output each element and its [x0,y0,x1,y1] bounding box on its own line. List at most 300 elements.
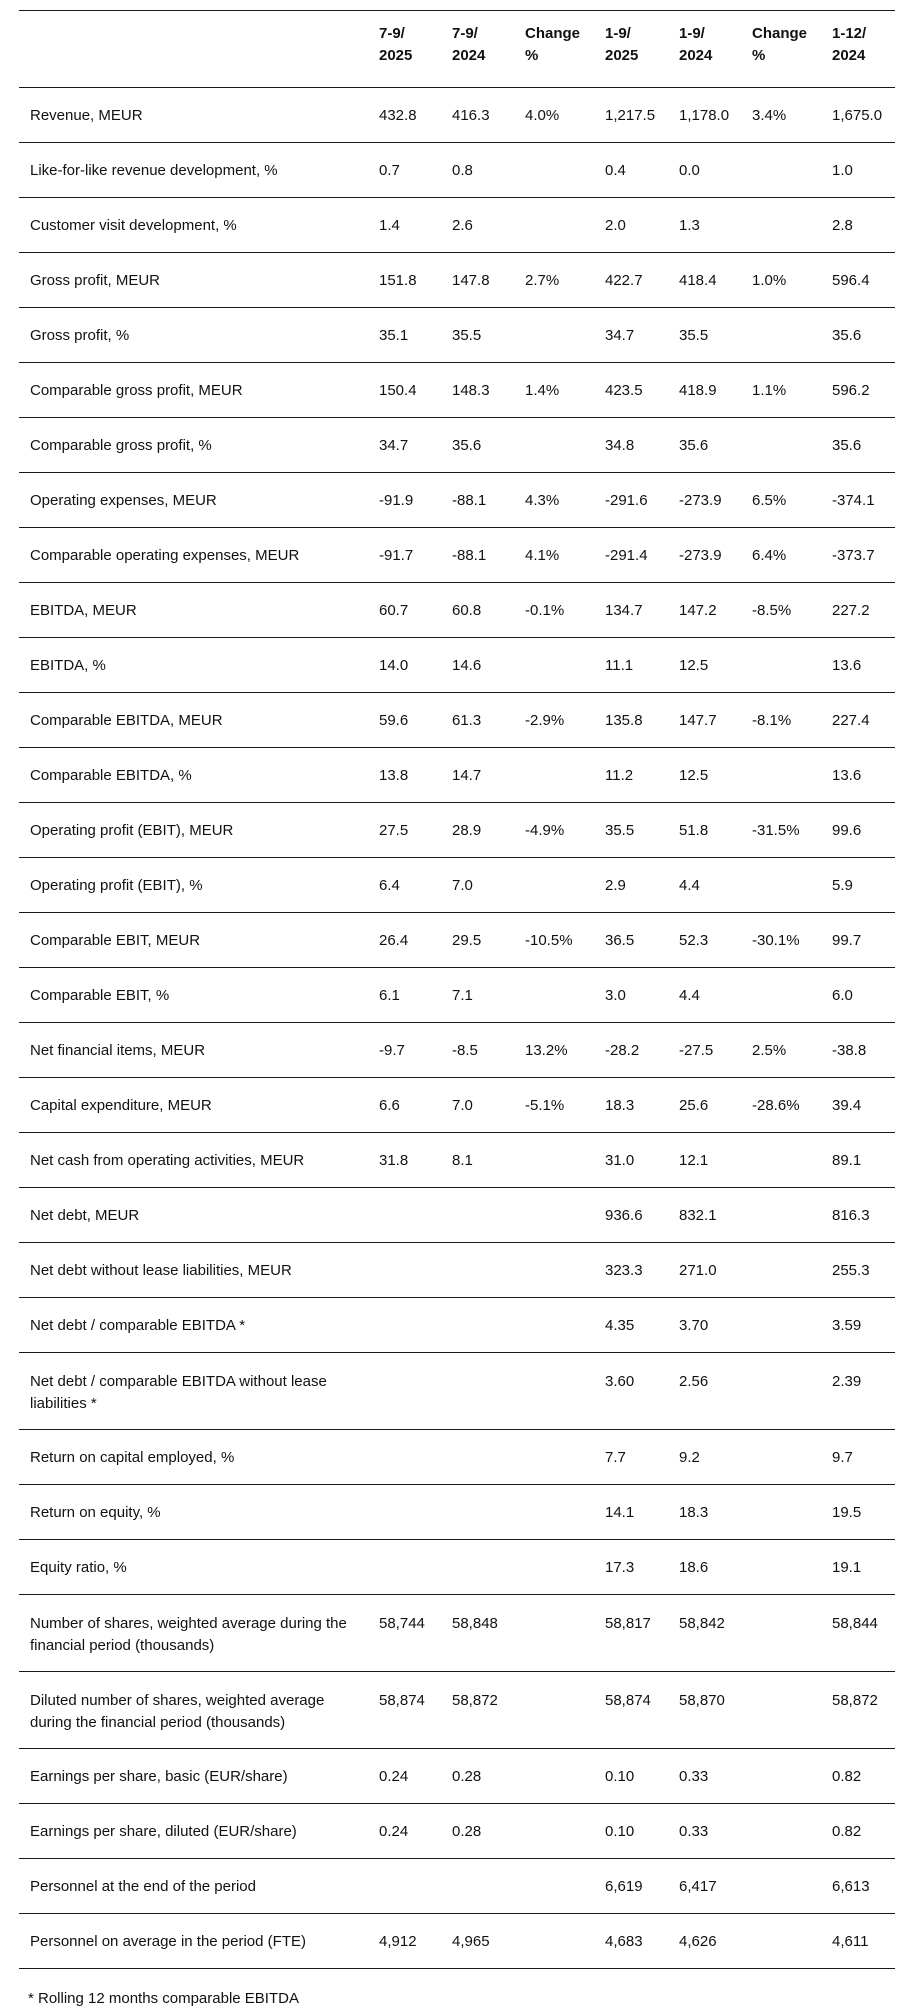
cell-value: 3.70 [668,1298,741,1353]
cell-value [514,1672,594,1749]
row-label: Net cash from operating activities, MEUR [19,1133,368,1188]
cell-value [368,1540,441,1595]
cell-value [514,143,594,198]
cell-value [741,858,821,913]
cell-value: -5.1% [514,1078,594,1133]
row-label: Personnel at the end of the period [19,1859,368,1914]
row-label: Comparable gross profit, % [19,418,368,473]
cell-value: 58,872 [821,1672,895,1749]
cell-value: 1,217.5 [594,88,668,143]
cell-value: 51.8 [668,803,741,858]
column-header-line2: % [752,47,766,64]
cell-value [741,1859,821,1914]
cell-value: 1,178.0 [668,88,741,143]
row-label: Net debt, MEUR [19,1188,368,1243]
cell-value: 58,844 [821,1595,895,1672]
cell-value [441,1540,514,1595]
cell-value: 418.9 [668,363,741,418]
table-row [19,418,895,473]
row-label: Gross profit, % [19,308,368,363]
column-header-line2: 2024 [679,47,713,64]
cell-value: 14.6 [441,638,514,693]
cell-value: 12.1 [668,1133,741,1188]
row-label: Return on equity, % [19,1485,368,1540]
table-row [19,1672,895,1749]
cell-value: 6.4% [741,528,821,583]
cell-value: 2.56 [668,1353,741,1430]
cell-value: 148.3 [441,363,514,418]
cell-value: 14.1 [594,1485,668,1540]
table-row [19,1353,895,1430]
table-row [19,858,895,913]
row-label: Net debt / comparable EBITDA * [19,1298,368,1353]
cell-value: 432.8 [368,88,441,143]
cell-value [368,1430,441,1485]
cell-value [368,1485,441,1540]
cell-value: 58,870 [668,1672,741,1749]
cell-value: -88.1 [441,473,514,528]
cell-value: 17.3 [594,1540,668,1595]
table-row [19,473,895,528]
column-header-line1: 7-9/ [379,25,405,42]
column-header [821,11,895,88]
header-label-column [19,11,368,88]
cell-value: 6,613 [821,1859,895,1914]
cell-value: -91.7 [368,528,441,583]
cell-value: -28.6% [741,1078,821,1133]
cell-value: -0.1% [514,583,594,638]
cell-value [514,418,594,473]
cell-value: 4.1% [514,528,594,583]
cell-value: 58,874 [594,1672,668,1749]
cell-value: 0.82 [821,1749,895,1804]
row-label: Revenue, MEUR [19,88,368,143]
cell-value [441,1353,514,1430]
cell-value: 19.5 [821,1485,895,1540]
row-label: Comparable EBIT, MEUR [19,913,368,968]
cell-value: 596.2 [821,363,895,418]
cell-value: 422.7 [594,253,668,308]
table-row [19,1298,895,1353]
cell-value: 59.6 [368,693,441,748]
cell-value: 58,817 [594,1595,668,1672]
cell-value: 8.1 [441,1133,514,1188]
cell-value [441,1298,514,1353]
cell-value: 6.6 [368,1078,441,1133]
table-row [19,1540,895,1595]
cell-value: 13.6 [821,638,895,693]
cell-value [441,1430,514,1485]
cell-value [514,1133,594,1188]
cell-value: -38.8 [821,1023,895,1078]
cell-value: 35.6 [821,418,895,473]
row-label: Number of shares, weighted average during the financial period (thousands) [19,1595,368,1672]
cell-value: 6.4 [368,858,441,913]
cell-value: 2.0 [594,198,668,253]
row-label: Return on capital employed, % [19,1430,368,1485]
cell-value: -10.5% [514,913,594,968]
column-header-line2: 2025 [605,47,639,64]
column-header [441,11,514,88]
cell-value [741,1243,821,1298]
row-label: Comparable EBITDA, % [19,748,368,803]
cell-value [368,1188,441,1243]
cell-value: 18.3 [668,1485,741,1540]
row-label: Operating expenses, MEUR [19,473,368,528]
cell-value: 147.8 [441,253,514,308]
cell-value: 35.5 [594,803,668,858]
column-header-line2: 2025 [379,47,413,64]
cell-value [514,1804,594,1859]
column-header-line1: Change [752,25,808,42]
cell-value: 227.2 [821,583,895,638]
column-header-line2: 2024 [452,47,486,64]
cell-value: 2.5% [741,1023,821,1078]
table-row [19,913,895,968]
cell-value: -291.6 [594,473,668,528]
cell-value: 4.3% [514,473,594,528]
cell-value: 0.24 [368,1804,441,1859]
cell-value: 89.1 [821,1133,895,1188]
cell-value [514,1595,594,1672]
table-row [19,1243,895,1298]
table-row [19,1078,895,1133]
cell-value [514,1540,594,1595]
row-label: Comparable gross profit, MEUR [19,363,368,418]
cell-value: 58,872 [441,1672,514,1749]
column-header [668,11,741,88]
cell-value: 35.6 [821,308,895,363]
cell-value: 28.9 [441,803,514,858]
table-row [19,968,895,1023]
cell-value [514,1485,594,1540]
cell-value [741,748,821,803]
cell-value [441,1485,514,1540]
table-row [19,1430,895,1485]
cell-value: 36.5 [594,913,668,968]
table-row [19,253,895,308]
cell-value [514,1749,594,1804]
column-header [368,11,441,88]
row-label: Operating profit (EBIT), MEUR [19,803,368,858]
row-label: EBITDA, % [19,638,368,693]
table-row [19,1133,895,1188]
cell-value: 4.4 [668,968,741,1023]
cell-value: 255.3 [821,1243,895,1298]
cell-value: 99.6 [821,803,895,858]
cell-value: 418.4 [668,253,741,308]
column-header-line1: 7-9/ [452,25,478,42]
column-header [514,11,594,88]
cell-value: 31.0 [594,1133,668,1188]
cell-value: -4.9% [514,803,594,858]
column-header-line1: 1-9/ [605,25,631,42]
table-row [19,748,895,803]
cell-value [514,1914,594,1969]
cell-value: -28.2 [594,1023,668,1078]
table-row [19,638,895,693]
cell-value: 323.3 [594,1243,668,1298]
cell-value: 0.0 [668,143,741,198]
cell-value: 18.6 [668,1540,741,1595]
cell-value [441,1188,514,1243]
cell-value: 0.24 [368,1749,441,1804]
cell-value: 3.60 [594,1353,668,1430]
cell-value: 147.7 [668,693,741,748]
table-row [19,308,895,363]
cell-value [741,1749,821,1804]
cell-value: 0.7 [368,143,441,198]
cell-value: 39.4 [821,1078,895,1133]
cell-value: 1.4% [514,363,594,418]
cell-value: 4,626 [668,1914,741,1969]
cell-value: 1.0% [741,253,821,308]
cell-value [741,1353,821,1430]
cell-value: 12.5 [668,638,741,693]
row-label: Comparable EBITDA, MEUR [19,693,368,748]
cell-value: 1.3 [668,198,741,253]
cell-value: -374.1 [821,473,895,528]
cell-value: 271.0 [668,1243,741,1298]
cell-value: 4,611 [821,1914,895,1969]
cell-value: 4,965 [441,1914,514,1969]
row-label: Comparable operating expenses, MEUR [19,528,368,583]
cell-value: 19.1 [821,1540,895,1595]
cell-value: 13.6 [821,748,895,803]
table-row [19,1595,895,1672]
column-header [741,11,821,88]
row-label: Customer visit development, % [19,198,368,253]
cell-value: 0.10 [594,1804,668,1859]
cell-value [741,1188,821,1243]
cell-value: 26.4 [368,913,441,968]
row-label: Net debt / comparable EBITDA without lease liabilities * [19,1353,368,1430]
cell-value [514,968,594,1023]
cell-value: 60.7 [368,583,441,638]
cell-value [441,1859,514,1914]
cell-value: 936.6 [594,1188,668,1243]
cell-value: -8.1% [741,693,821,748]
cell-value [741,1430,821,1485]
table-row [19,1188,895,1243]
key-figures-table [19,10,895,1969]
cell-value [741,1298,821,1353]
cell-value: 35.6 [668,418,741,473]
table-row [19,1804,895,1859]
cell-value: 34.7 [368,418,441,473]
cell-value: 34.8 [594,418,668,473]
cell-value: 6.1 [368,968,441,1023]
cell-value: 6,619 [594,1859,668,1914]
row-label: Personnel on average in the period (FTE) [19,1914,368,1969]
cell-value: -273.9 [668,473,741,528]
cell-value: 7.7 [594,1430,668,1485]
cell-value [741,1914,821,1969]
cell-value: 416.3 [441,88,514,143]
column-header-line2: 2024 [832,47,866,64]
row-label: Net debt without lease liabilities, MEUR [19,1243,368,1298]
cell-value: 4.35 [594,1298,668,1353]
cell-value [741,1133,821,1188]
cell-value [741,418,821,473]
cell-value [514,1430,594,1485]
cell-value: 18.3 [594,1078,668,1133]
cell-value: 1.0 [821,143,895,198]
row-label: Diluted number of shares, weighted average during the financial period (thousands) [19,1672,368,1749]
cell-value [741,1672,821,1749]
cell-value: 7.1 [441,968,514,1023]
cell-value: 29.5 [441,913,514,968]
cell-value: 13.2% [514,1023,594,1078]
cell-value [514,1298,594,1353]
cell-value: 2.7% [514,253,594,308]
cell-value [514,1188,594,1243]
row-label: Operating profit (EBIT), % [19,858,368,913]
cell-value: 61.3 [441,693,514,748]
cell-value: 58,848 [441,1595,514,1672]
cell-value [741,1540,821,1595]
cell-value: 14.7 [441,748,514,803]
cell-value: 35.1 [368,308,441,363]
cell-value: -88.1 [441,528,514,583]
cell-value: 31.8 [368,1133,441,1188]
cell-value: 60.8 [441,583,514,638]
cell-value: -8.5% [741,583,821,638]
cell-value: 1.4 [368,198,441,253]
cell-value: -31.5% [741,803,821,858]
cell-value [741,198,821,253]
cell-value: 6,417 [668,1859,741,1914]
cell-value [514,1243,594,1298]
cell-value: -91.9 [368,473,441,528]
table-row [19,143,895,198]
cell-value: 596.4 [821,253,895,308]
cell-value: 14.0 [368,638,441,693]
cell-value: 2.8 [821,198,895,253]
row-label: Earnings per share, basic (EUR/share) [19,1749,368,1804]
cell-value: 2.9 [594,858,668,913]
cell-value: 1.1% [741,363,821,418]
cell-value: 4.0% [514,88,594,143]
cell-value: 9.7 [821,1430,895,1485]
row-label: Comparable EBIT, % [19,968,368,1023]
cell-value: 3.0 [594,968,668,1023]
cell-value: 5.9 [821,858,895,913]
row-label: Equity ratio, % [19,1540,368,1595]
cell-value [741,968,821,1023]
cell-value: -9.7 [368,1023,441,1078]
table-row [19,1914,895,1969]
cell-value [741,1595,821,1672]
cell-value: 9.2 [668,1430,741,1485]
table-row [19,198,895,253]
cell-value: -27.5 [668,1023,741,1078]
row-label: Net financial items, MEUR [19,1023,368,1078]
cell-value: 134.7 [594,583,668,638]
cell-value: -373.7 [821,528,895,583]
cell-value: 99.7 [821,913,895,968]
cell-value: 0.33 [668,1804,741,1859]
cell-value [368,1243,441,1298]
cell-value: 6.0 [821,968,895,1023]
cell-value: 35.5 [441,308,514,363]
table-row [19,803,895,858]
cell-value: 3.59 [821,1298,895,1353]
cell-value: 0.82 [821,1804,895,1859]
column-header [594,11,668,88]
cell-value [514,1859,594,1914]
cell-value: 12.5 [668,748,741,803]
cell-value: 58,874 [368,1672,441,1749]
cell-value: 147.2 [668,583,741,638]
cell-value: 0.10 [594,1749,668,1804]
cell-value: 13.8 [368,748,441,803]
cell-value: -291.4 [594,528,668,583]
cell-value: 151.8 [368,253,441,308]
cell-value: 58,744 [368,1595,441,1672]
cell-value: 0.28 [441,1804,514,1859]
cell-value [368,1859,441,1914]
table-row [19,1749,895,1804]
cell-value [514,748,594,803]
cell-value: 11.2 [594,748,668,803]
table-row [19,583,895,638]
row-label: EBITDA, MEUR [19,583,368,638]
cell-value: -30.1% [741,913,821,968]
cell-value: 27.5 [368,803,441,858]
cell-value: 816.3 [821,1188,895,1243]
cell-value: 0.33 [668,1749,741,1804]
cell-value: 25.6 [668,1078,741,1133]
cell-value: -2.9% [514,693,594,748]
cell-value: 423.5 [594,363,668,418]
cell-value [368,1353,441,1430]
cell-value [741,1485,821,1540]
column-header-line2: % [525,47,539,64]
table-row [19,1485,895,1540]
cell-value [514,308,594,363]
cell-value: 150.4 [368,363,441,418]
cell-value: 1,675.0 [821,88,895,143]
cell-value [514,1353,594,1430]
column-header-line1: 1-12/ [832,25,867,42]
cell-value: 52.3 [668,913,741,968]
cell-value [514,198,594,253]
cell-value: -273.9 [668,528,741,583]
table-row [19,1859,895,1914]
cell-value: 58,842 [668,1595,741,1672]
table-row [19,363,895,418]
cell-value: 135.8 [594,693,668,748]
cell-value [741,1804,821,1859]
cell-value [741,143,821,198]
table-row [19,693,895,748]
cell-value: 7.0 [441,858,514,913]
cell-value: 0.28 [441,1749,514,1804]
cell-value: 6.5% [741,473,821,528]
column-header-line1: 1-9/ [679,25,705,42]
row-label: Gross profit, MEUR [19,253,368,308]
cell-value: 832.1 [668,1188,741,1243]
cell-value [368,1298,441,1353]
cell-value: 0.4 [594,143,668,198]
table-row [19,1023,895,1078]
table-row [19,88,895,143]
cell-value: 35.6 [441,418,514,473]
cell-value: 34.7 [594,308,668,363]
cell-value: 11.1 [594,638,668,693]
cell-value: 7.0 [441,1078,514,1133]
